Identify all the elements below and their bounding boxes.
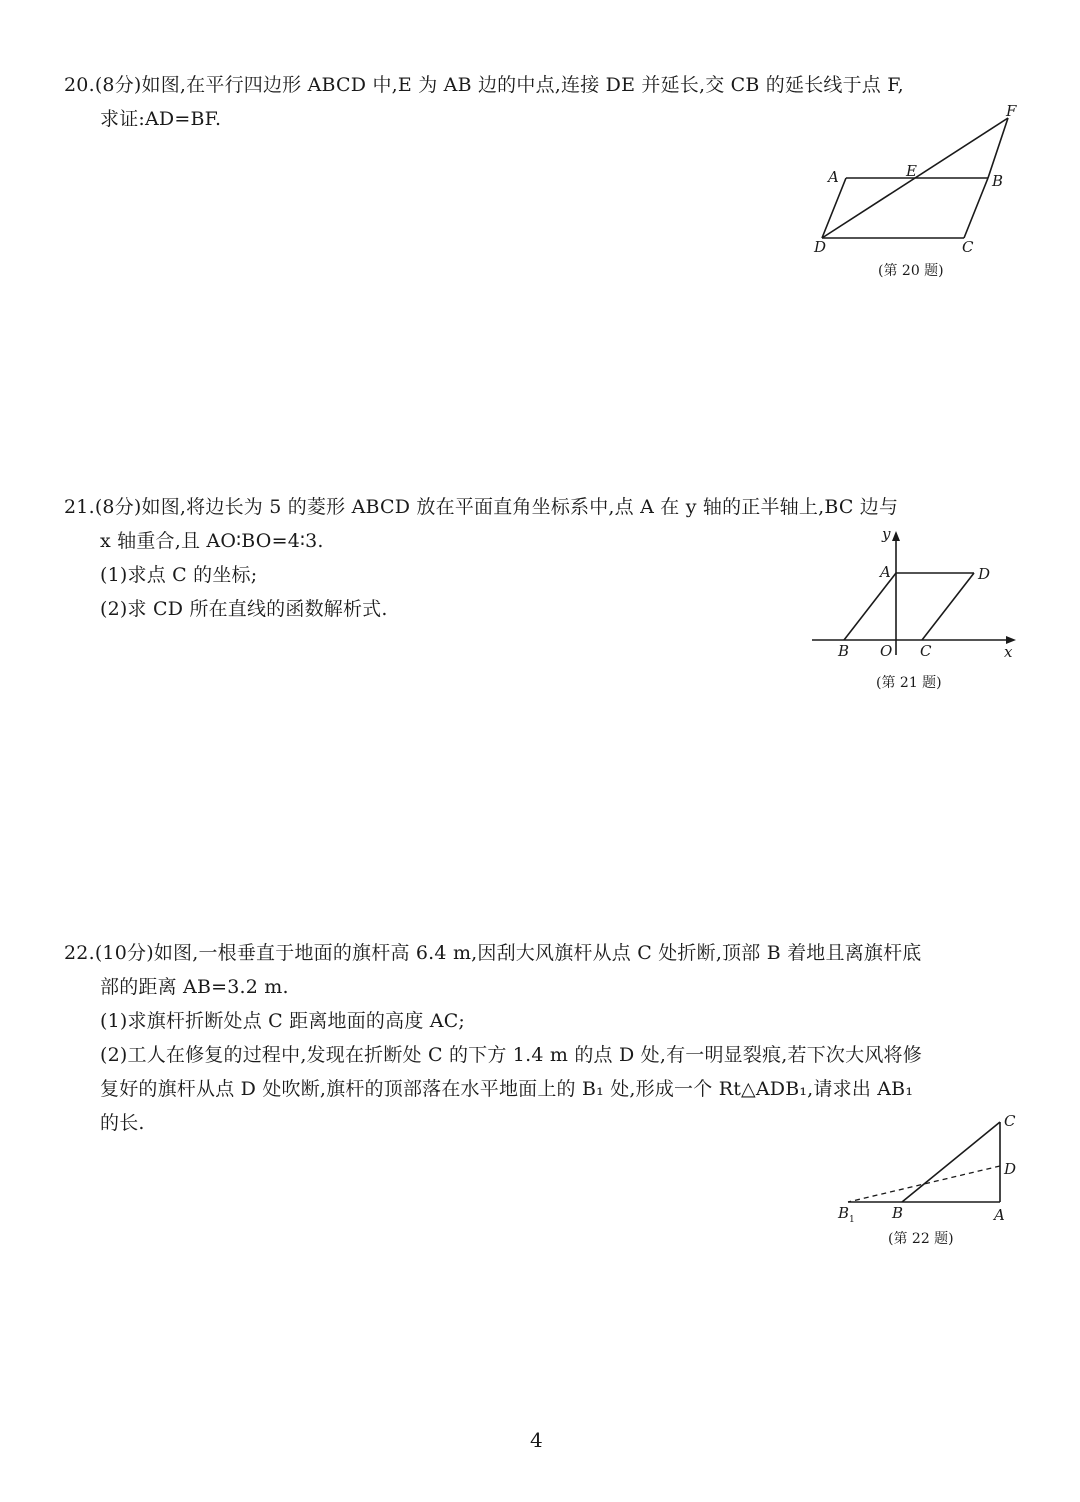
q21-part-1: (1)求点 C 的坐标;	[100, 564, 258, 586]
q22-line-1: 22.(10分)如图,一根垂直于地面的旗杆高 6.4 m,因刮大风旗杆从点 C 处折断,顶部 B 着地且离旗杆底	[64, 942, 922, 964]
q22-part-2-line-3: 的长.	[100, 1112, 145, 1134]
q20-label-c: C	[962, 238, 974, 256]
q21-label-c: C	[920, 642, 932, 660]
q20-label-f: F	[1006, 102, 1017, 120]
q22-line-2: 部的距离 AB=3.2 m.	[100, 976, 289, 998]
q21-line-2: x 轴重合,且 AO∶BO=4∶3.	[100, 530, 324, 552]
q22-part-1: (1)求旗杆折断处点 C 距离地面的高度 AC;	[100, 1010, 466, 1032]
q22-label-a: A	[994, 1206, 1005, 1224]
q20-edge-bc	[964, 178, 988, 238]
q21-part-2: (2)求 CD 所在直线的函数解析式.	[100, 598, 388, 620]
q22-figure	[830, 1110, 1030, 1225]
q21-label-y: y	[882, 525, 891, 543]
q22-part-2-line-1: (2)工人在修复的过程中,发现在折断处 C 的下方 1.4 m 的点 D 处,有一明显裂痕,若下次大风将修	[100, 1044, 922, 1066]
q20-edge-ad	[822, 178, 846, 238]
page-number: 4	[530, 1428, 543, 1452]
q22-label-d: D	[1004, 1160, 1017, 1178]
q20-label-b: B	[992, 172, 1004, 190]
q20-caption: (第 20 题)	[878, 263, 944, 279]
q21-label-d: D	[978, 565, 991, 583]
q21-y-arrow	[892, 531, 900, 541]
q20-line-2: 求证:AD=BF.	[100, 108, 222, 130]
q21-edge-ab	[844, 573, 896, 640]
q20-line-1: 20.(8分)如图,在平行四边形 ABCD 中,E 为 AB 边的中点,连接 DE 并延长,交 CB 的延长线于点 F,	[64, 74, 904, 96]
q22-label-b1: B	[838, 1204, 850, 1222]
q22-label-b1-subscript: 1	[849, 1215, 855, 1225]
q22-caption: (第 22 题)	[888, 1231, 954, 1247]
q20-label-a: A	[828, 168, 839, 186]
q22-label-b: B	[892, 1204, 904, 1222]
q21-label-x: x	[1004, 643, 1013, 661]
q21-label-o: O	[880, 642, 893, 660]
q22-break-line-cb	[902, 1122, 1000, 1202]
q22-label-c: C	[1004, 1112, 1016, 1130]
q21-edge-dc	[922, 573, 974, 640]
q21-figure	[800, 525, 1030, 665]
q21-caption: (第 21 题)	[876, 675, 942, 691]
q20-figure	[800, 100, 1040, 260]
q20-label-d: D	[814, 238, 827, 256]
q21-label-b: B	[838, 642, 850, 660]
q20-edge-bf	[988, 118, 1008, 178]
q21-line-1: 21.(8分)如图,将边长为 5 的菱形 ABCD 放在平面直角坐标系中,点 A 在 y 轴的正半轴上,BC 边与	[64, 496, 899, 518]
q22-part-2-line-2: 复好的旗杆从点 D 处吹断,旗杆的顶部落在水平地面上的 B₁ 处,形成一个 Rt△ADB₁,请求出 AB₁	[100, 1078, 914, 1100]
q21-label-a: A	[880, 563, 891, 581]
q20-label-e: E	[906, 162, 917, 180]
